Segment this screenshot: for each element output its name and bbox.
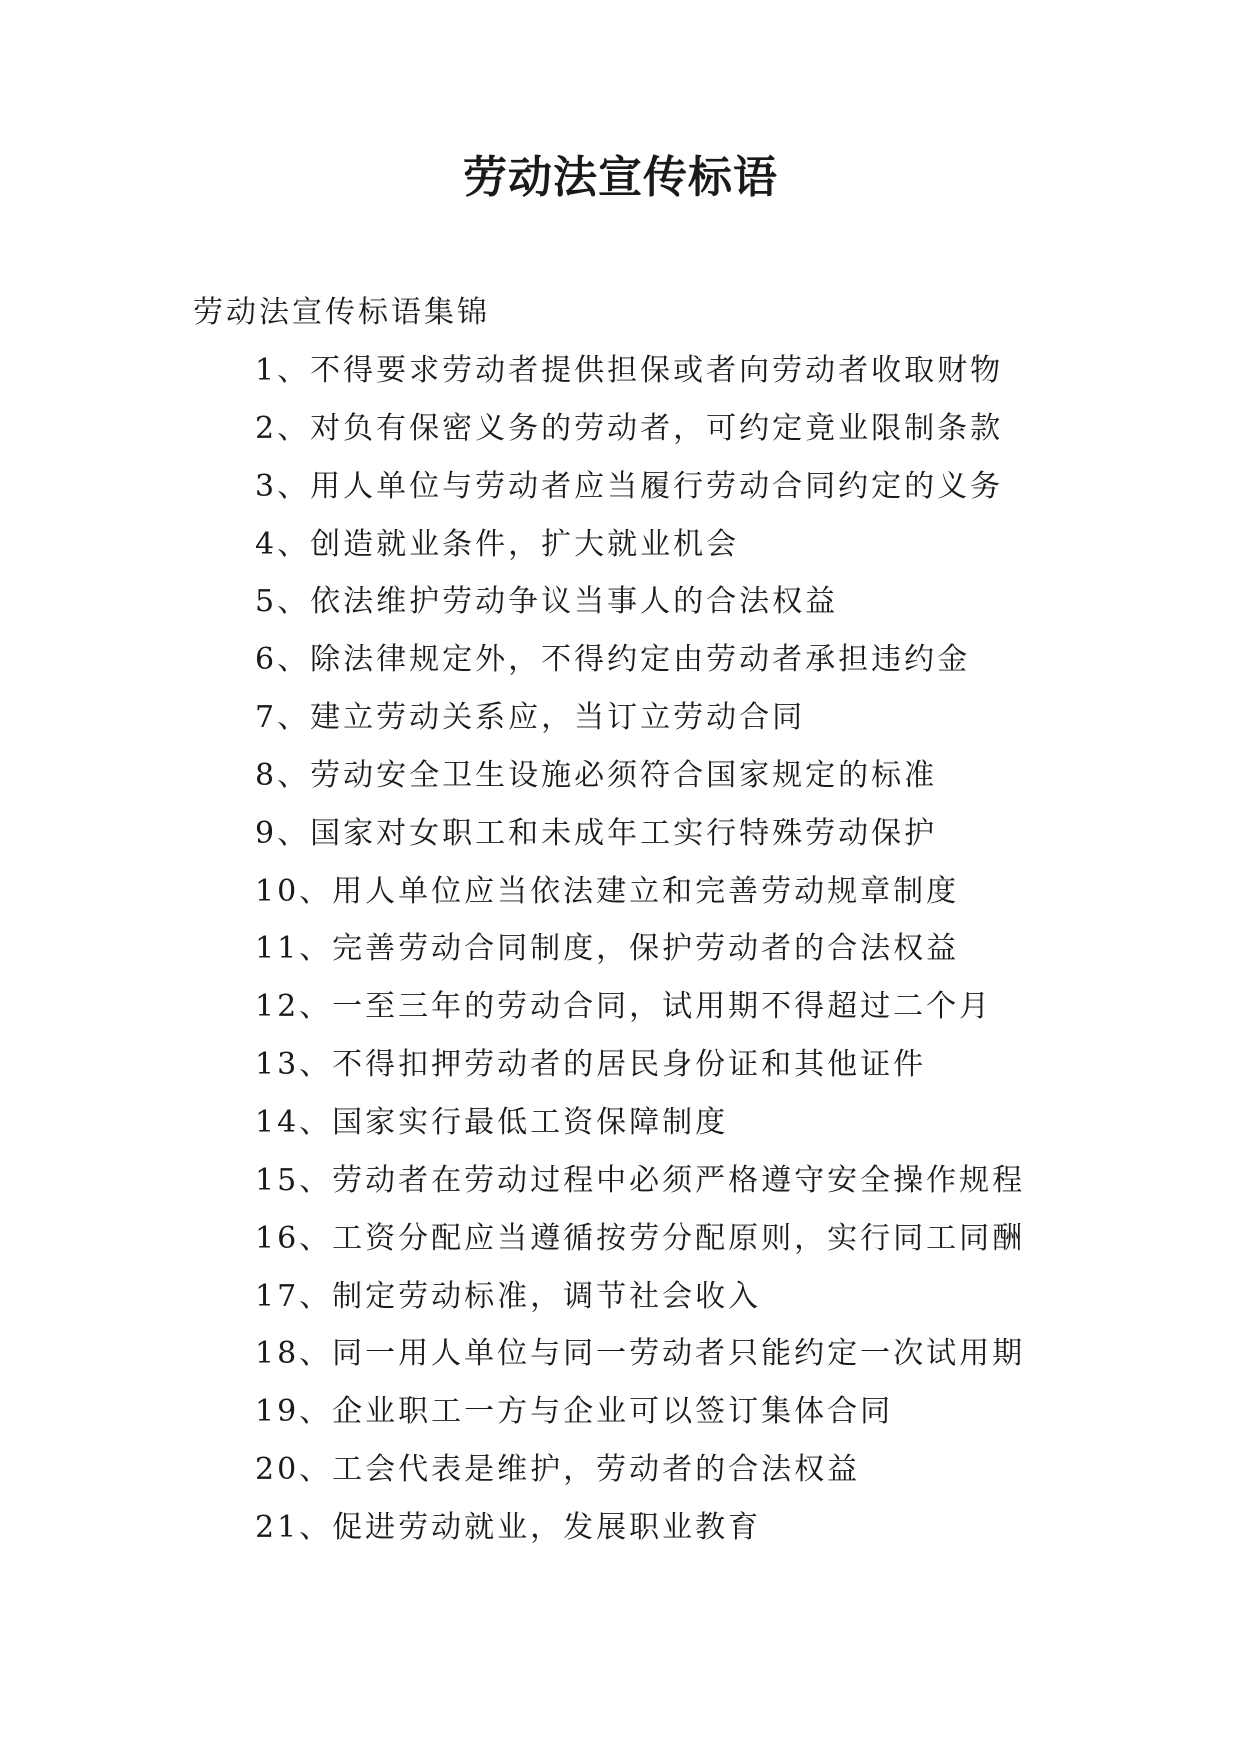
slogan-item: 18、同一用人单位与同一劳动者只能约定一次试用期	[255, 1336, 1026, 1372]
slogan-item: 12、一至三年的劳动合同，试用期不得超过二个月	[255, 989, 993, 1025]
slogan-item: 1、不得要求劳动者提供担保或者向劳动者收取财物	[255, 353, 1004, 388]
slogan-item: 6、除法律规定外，不得约定由劳动者承担违约金	[255, 642, 971, 678]
slogan-item: 16、工资分配应当遵循按劳分配原则，实行同工同酬	[255, 1220, 1026, 1256]
slogan-item: 4、创造就业条件，扩大就业机会	[255, 526, 740, 562]
page-title: 劳动法宣传标语	[463, 152, 778, 203]
slogan-item: 7、建立劳动关系应，当订立劳动合同	[255, 700, 806, 736]
slogan-item: 2、对负有保密义务的劳动者，可约定竟业限制条款	[255, 410, 1004, 446]
slogan-item: 21、促进劳动就业，发展职业教育	[255, 1509, 762, 1545]
slogan-item: 8、劳动安全卫生设施必须符合国家规定的标准	[255, 757, 938, 793]
section-subtitle: 劳动法宣传标语集锦	[193, 295, 490, 330]
slogan-item: 17、制定劳动标准，调节社会收入	[255, 1278, 762, 1314]
slogan-item: 9、国家对女职工和未成年工实行特殊劳动保护	[255, 815, 938, 851]
slogan-item: 3、用人单位与劳动者应当履行劳动合同约定的义务	[255, 468, 1004, 504]
slogan-item: 20、工会代表是维护，劳动者的合法权益	[255, 1452, 861, 1488]
slogan-item: 13、不得扣押劳动者的居民身份证和其他证件	[255, 1047, 927, 1083]
slogan-item: 15、劳动者在劳动过程中必须严格遵守安全操作规程	[255, 1162, 1026, 1198]
slogan-list	[255, 351, 1025, 1566]
slogan-item: 10、用人单位应当依法建立和完善劳动规章制度	[255, 873, 960, 909]
slogan-item: 19、企业职工一方与企业可以签订集体合同	[255, 1394, 894, 1430]
slogan-item: 14、国家实行最低工资保障制度	[255, 1104, 729, 1140]
slogan-item: 5、依法维护劳动争议当事人的合法权益	[255, 584, 839, 620]
slogan-item: 11、完善劳动合同制度，保护劳动者的合法权益	[255, 931, 960, 967]
